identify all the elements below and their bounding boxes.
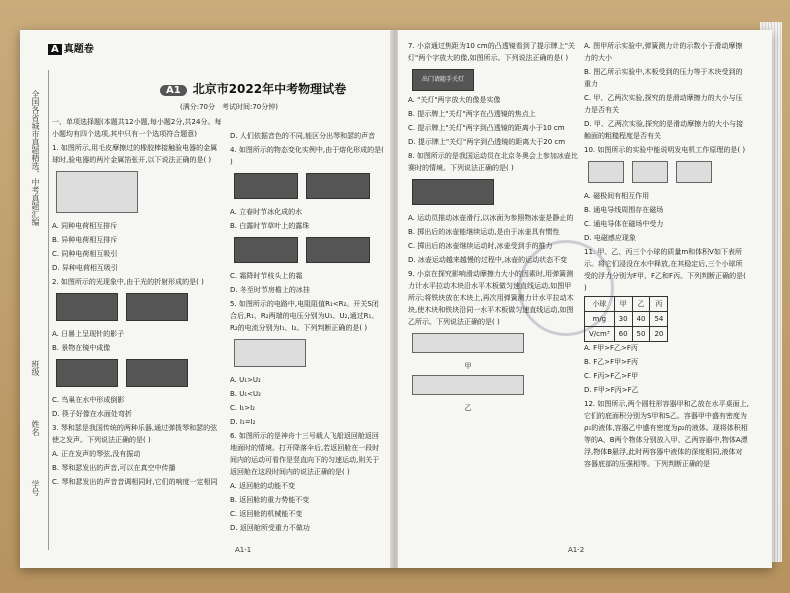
q4-option-d: D. 冬至时节房檐上的冰挂 [230, 286, 310, 294]
q11-option-b: B. F乙>F甲>F丙 [584, 358, 639, 366]
curling-photo [412, 179, 494, 205]
q8-option-a: A. 运动员推动冰壶滑行,以冰面为参照物冰壶是静止的 [408, 214, 574, 222]
q8-option-c: C. 掷出后的冰壶继续运动时,冰壶受到手的推力 [408, 242, 553, 250]
circuit-diagram [234, 339, 306, 367]
question-3: 3. 琴和瑟是我国传统的两种乐器,通过弹拨琴和瑟的弦使之发声。下列说法正确的是( ) [52, 424, 218, 444]
magnet-figure-a [588, 161, 624, 183]
q6-option-a: A. 返回舱的动能不变 [230, 482, 296, 490]
q5-option-a: A. U₁>U₂ [230, 376, 261, 384]
right-column-2 [584, 40, 749, 472]
q1-option-d: D. 异种电荷相互吸引 [52, 264, 118, 272]
melting-ice-photo [234, 173, 298, 199]
q4-option-a: A. 立春时节冰化成的水 [230, 208, 303, 216]
question-9: 9. 小京在探究影响滑动摩擦力大小的因素时,用弹簧测力计水平拉动木块沿水平木板做匀速直线运动,如图甲所示;将铁块放在木块上,再次用弹簧测力计水平拉动木块,使木块和铁块沿同一水平木板做匀速直线运动,如图乙所示。下列说法正确的是( ) [408, 270, 574, 326]
q5-option-c: C. I₁>I₂ [230, 404, 255, 412]
q7-option-c: C. 提示牌上"关灯"两字到凸透镜的距离小于10 cm [408, 124, 565, 132]
question-12: 12. 如图所示,两个圆柱形容器甲和乙放在水平桌面上,它们的底面积分别为S甲和S乙。容器甲中盛有密度为ρ₁的液体,容器乙中盛有密度为ρ₂的液体。现将体积相等的A、B两个物体分别放入甲、乙两容器中,物体A漂浮,物体B悬浮,此时两容器中液体的深度相同,液体对容器底部的压强相等。下列判断正确的是 [584, 400, 749, 468]
figure-label-jia: 甲 [464, 362, 472, 370]
icicle-photo [306, 237, 370, 263]
ball-data-table [584, 296, 668, 342]
q11-option-a: A. F甲>F乙>F丙 [584, 344, 638, 352]
sundial-photo [56, 293, 118, 321]
q9-option-a: A. 图甲所示实验中,弹簧测力计的示数小于滑动摩擦力的大小 [584, 42, 743, 62]
mirror-photo [126, 293, 188, 321]
exam-tag: A1 [160, 85, 187, 96]
table-row: V/cm³ 60 50 20 [585, 327, 668, 342]
q4-option-b: B. 白露时节草叶上的露珠 [230, 222, 310, 230]
q3-option-c: C. 琴和瑟发出的声音音调相同时,它们的响度一定相同 [52, 478, 218, 486]
coil-figure-c [676, 161, 712, 183]
q10-option-d: D. 电磁感应现象 [584, 234, 636, 242]
table-header-row: 小球 甲 乙 丙 [585, 297, 668, 312]
dew-photo [306, 173, 370, 199]
figure-label-yi: 乙 [464, 404, 472, 412]
question-1: 1. 如图所示,用毛皮摩擦过的橡胶棒接触验电器的金属球时,验电器的两片金属箔张开,以下说法正确的是( ) [52, 144, 218, 164]
q2-option-c: C. 鸟巢在水中形成倒影 [52, 396, 125, 404]
side-series-text: 全国各省城市真题精选、中考真题汇编 [31, 90, 40, 226]
q2-option-b: B. 景物在镜中成像 [52, 344, 111, 352]
birds-nest-photo [56, 359, 118, 387]
q3-option-d: D. 人们依据音色的不同,能区分出琴和瑟的声音 [230, 132, 376, 140]
question-6: 6. 如图所示的是神舟十三号载人飞船返回舱返回地面时的情境。打开降落伞后,若返回舱在一段时间内的运动可看作是竖直向下的匀速运动,则关于返回舱在这段时间内的说法正确的是( ) [230, 432, 380, 476]
question-7: 7. 小京通过焦距为10 cm的凸透镜看到了提示牌上"关灯"两个字放大的像,如图所示。下列说法正确的是( ) [408, 42, 575, 62]
q11-option-c: C. F丙>F乙>F甲 [584, 372, 639, 380]
chopsticks-photo [126, 359, 188, 387]
q4-option-c: C. 霜降时节枝头上的霜 [230, 272, 303, 280]
exam-meta: (满分:70分 考试时间:70分钟) [180, 103, 278, 111]
q9-option-d: D. 甲、乙两次实验,探究的是滑动摩擦力的大小与接触面的粗糙程度是否有关 [584, 120, 744, 140]
q2-option-a: A. 日晷上呈现针的影子 [52, 330, 125, 338]
q7-option-a: A. "关灯"两字放大的像是实像 [408, 96, 501, 104]
electroscope-figure [56, 171, 138, 213]
q10-option-b: B. 通电导线周围存在磁场 [584, 206, 664, 214]
question-11: 11. 甲、乙、丙三个小球的质量m和体积V如下表所示。将它们浸没在水中释放,在其稳定后,三个小球所受的浮力分别为F甲、F乙和F丙。下列判断正确的是( ) [584, 248, 746, 292]
q1-option-b: B. 异种电荷相互排斥 [52, 236, 118, 244]
question-8: 8. 如图所示的是我国运动员在北京冬奥会上参加冰壶比赛时的情境。下列说法正确的是( ) [408, 152, 578, 172]
q6-option-b: B. 返回舱的重力势能不变 [230, 496, 310, 504]
field-name: 姓名 [31, 420, 40, 436]
right-page [398, 30, 772, 568]
q9-option-c: C. 甲、乙两次实验,探究的是滑动摩擦力的大小与压力是否有关 [584, 94, 743, 114]
field-number: 学号 [31, 480, 40, 496]
question-4: 4. 如图所示的物态变化实例中,由于熔化形成的是( ) [230, 146, 384, 166]
q10-option-a: A. 磁极间有相互作用 [584, 192, 650, 200]
q6-option-d: D. 返回舱所受重力不做功 [230, 524, 310, 532]
friction-figure-b [412, 375, 524, 395]
wire-figure-b [632, 161, 668, 183]
q3-option-b: B. 琴和瑟发出的声音,可以在真空中传播 [52, 464, 176, 472]
q7-option-d: D. 提示牌上"关灯"两字到凸透镜的距离大于20 cm [408, 138, 566, 146]
q6-option-c: C. 返回舱的机械能不变 [230, 510, 303, 518]
left-column-2 [230, 130, 385, 536]
section-heading: 一、单项选择题(本题共12小题,每小题2分,共24分。每小题均有四个选项,其中只有一个选项符合题意) [52, 118, 222, 138]
q11-option-d: D. F甲>F丙>F乙 [584, 386, 639, 394]
q9-option-b: B. 图乙所示实验中,木板受到的压力等于木块受到的重力 [584, 68, 743, 88]
friction-figure-a [412, 333, 524, 353]
q10-option-c: C. 通电导体在磁场中受力 [584, 220, 664, 228]
open-exam-book [20, 30, 772, 568]
right-page-number: A1-2 [568, 546, 585, 554]
question-10: 10. 如图所示的实验中能说明发电机工作原理的是( ) [584, 146, 746, 154]
left-column-1 [52, 116, 222, 490]
question-5: 5. 如图所示的电路中,电阻阻值R₁<R₂。开关S闭合后,R₁、R₂两端的电压分别为U₁、U₂,通过R₁、R₂的电流分别为I₁、I₂。下列判断正确的是( ) [230, 300, 379, 332]
left-page [20, 30, 392, 568]
question-2: 2. 如图所示的光现象中,由于光的折射形成的是( ) [52, 278, 204, 286]
left-page-number: A1-1 [235, 546, 252, 554]
q1-option-c: C. 同种电荷相互吸引 [52, 250, 118, 258]
q2-option-d: D. 筷子好像在水面处弯折 [52, 410, 132, 418]
q5-option-d: D. I₁=I₂ [230, 418, 256, 426]
lamp-sign-photo: 出门请随手关灯 [412, 69, 474, 91]
exam-title: A1 北京市2022年中考物理试卷 [160, 80, 346, 97]
q3-option-a: A. 正在发声的琴弦,没有振动 [52, 450, 141, 458]
field-class: 班级 [31, 360, 40, 376]
brand-logo: A 真题卷 [48, 40, 94, 55]
q7-option-b: B. 提示牌上"关灯"两字在凸透镜的焦点上 [408, 110, 536, 118]
table-row: m/g 30 40 54 [585, 312, 668, 327]
frost-photo [234, 237, 298, 263]
q5-option-b: B. U₁<U₂ [230, 390, 261, 398]
q8-option-d: D. 冰壶运动越来越慢的过程中,冰壶的运动状态不变 [408, 256, 568, 264]
right-column-1 [408, 40, 578, 414]
q1-option-a: A. 同种电荷相互排斥 [52, 222, 118, 230]
q8-option-b: B. 掷出后的冰壶能继续运动,是由于冰壶具有惯性 [408, 228, 560, 236]
